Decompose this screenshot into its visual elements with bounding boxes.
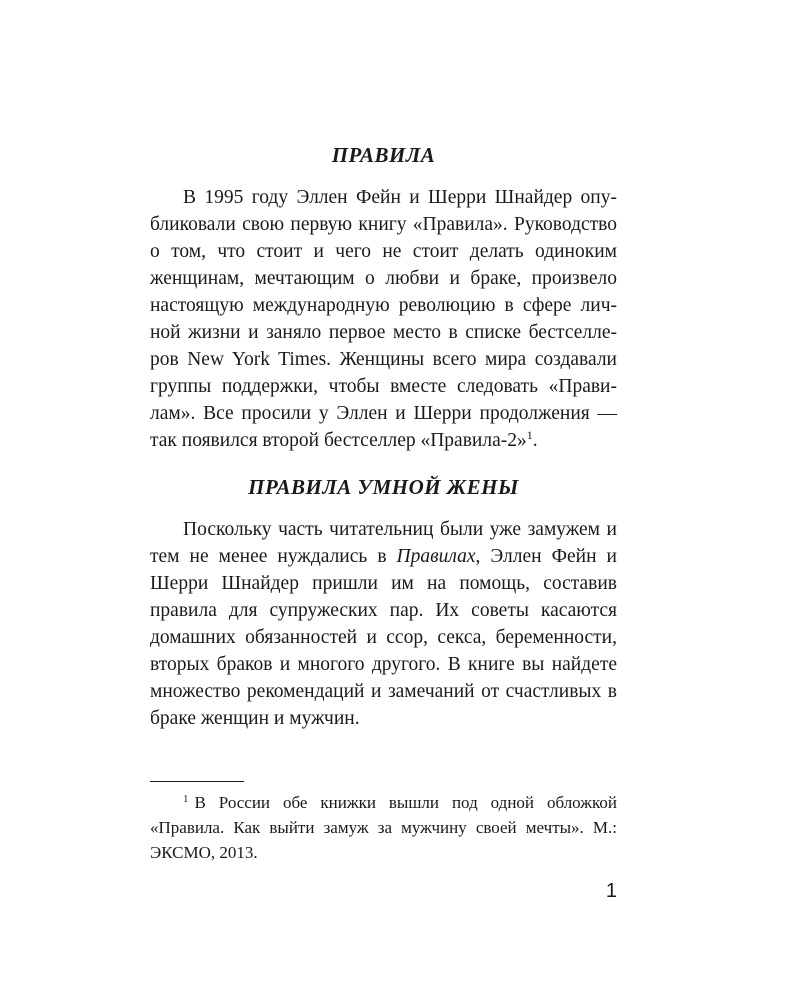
footnote [150,790,617,865]
section-paragraph-rules [150,184,617,454]
footnote-reference[interactable]: 1 [526,428,533,442]
section-title-smart-wife: ПРАВИЛА УМНОЙ ЖЕНЫ [248,475,519,499]
section-title-rules: ПРАВИЛА [331,143,436,167]
paragraph-italic-term: Правилах [396,546,476,567]
section-paragraph-smart-wife [150,516,617,732]
paragraph-text-start: Поскольку часть читательниц были уже замужем и тем не менее нуждались в [150,519,617,567]
footnote-divider [150,781,244,782]
paragraph-end: . [532,430,538,451]
paragraph-text-end: , Эллен Фейн и Шерри Шнайдер пришли им на помощь, составив правила для супружеских пар. Их советы касаются домашних обязанностей и ссор, секса, беременности, вторых браков и многого другого. В книге вы найдете множество рекомендаций и замечаний от счастливых в браке женщин и мужчин. [150,546,617,729]
paragraph-text: В 1995 году Эллен Фейн и Шерри Шнайдер опубликовали свою первую книгу «Правила». Руководство о том, что стоит и чего не стоит делать одиноким женщинам, мечтающим о любви и браке, произвело настоящую международную революцию в сфере личной жизни и заняло первое место в списке бестселлеров New York Times. Женщины всего мира создавали группы поддержки, чтобы вместе следовать «Правилам». Все просили у Эллен и Шерри продолжения — так появился второй бестселлер «Правила-2» [150,187,617,451]
page-number: 1 [605,880,617,902]
page-body [150,140,617,732]
footnote-marker: 1 [183,793,189,805]
footnote-text: В России обе книжки вышли под одной обложкой «Правила. Как выйти замуж за мужчину своей мечты». М.: ЭКСМО, 2013. [150,793,617,862]
